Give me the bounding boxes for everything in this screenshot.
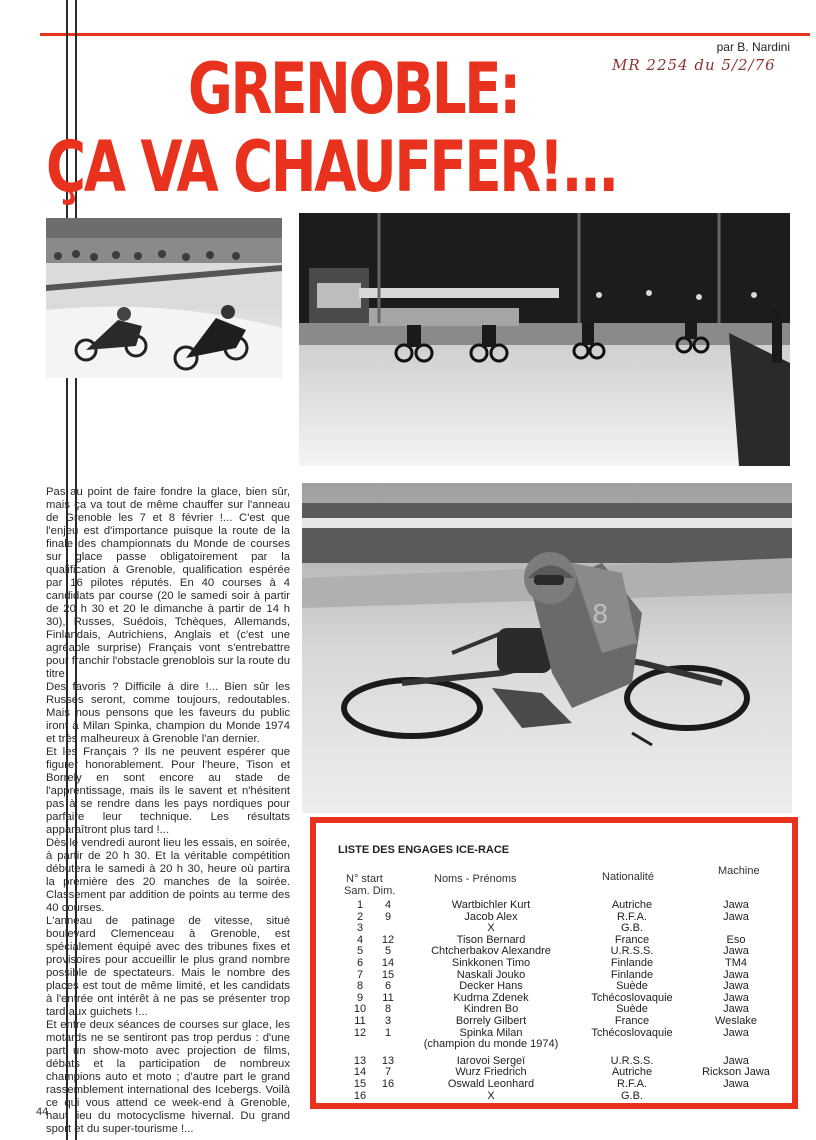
entrant-nationality: R.F.A. [617, 1078, 647, 1090]
start-sam: 4 [356, 933, 364, 946]
start-sam: 15 [353, 1078, 367, 1090]
table-row [316, 900, 792, 911]
entrant-name: Naskali Jouko [456, 968, 526, 981]
table-row [316, 993, 792, 1004]
entrant-nationality: G.B. [620, 922, 643, 935]
start-dim: 9 [384, 910, 392, 923]
table-row [316, 1091, 792, 1102]
entrant-name: Chtcherbakov Alexandre [431, 945, 551, 958]
photo-two-riders [46, 218, 282, 378]
entrant-nationality: France [614, 933, 650, 946]
entrant-name: Iarovoi Sergeï [456, 1054, 526, 1067]
header-names: Noms - Prénoms [434, 873, 517, 885]
header-machine: Machine [718, 865, 760, 877]
entrant-machine: Jawa [723, 899, 749, 911]
start-sam: 10 [353, 1003, 367, 1016]
start-dim: 11 [382, 991, 394, 1004]
headline-line-2: ÇA VA CHAUFFER!... [46, 126, 617, 208]
article-paragraph: L'anneau de patinage de vitesse, situé boulevard Clemenceau à Grenoble, est spécialement équipé avec des tribunes fixes et provisoires pour accueillir le plus grand nombre possible de spectateurs. Mais le nombre des places est tout de même limité, et les candidats à l'entrée ont intérêt à ne pas se présenter trop tard aux guichets !... [46, 915, 290, 1018]
article-paragraph: Des favoris ? Difficile à dire !... Bien sûr les Russes seront, comme toujours, redoutables. Mais nous pensons que les faveurs du public iront à Milan Spinka, champion du Monde 1974 et très malheureux à Grenoble l'an dernier. [46, 681, 290, 745]
entrant-machine: Jawa [723, 1054, 749, 1067]
table-row [316, 923, 792, 934]
start-sam: 9 [356, 991, 364, 1004]
entrant-machine: Jawa [723, 1003, 749, 1016]
header-sam-dim: Sam. Dim. [344, 885, 396, 897]
table-row [316, 946, 792, 957]
entrant-nationality: Finlande [610, 968, 654, 981]
start-sam: 11 [354, 1015, 366, 1027]
table-row [316, 912, 792, 923]
entrant-name: Sinkkonen Timo [451, 957, 531, 969]
start-dim: 7 [384, 1066, 392, 1079]
article-paragraph: Et entre deux séances de courses sur glace, les motards ne se sentiront pas trop perdus : d'une part un show-moto avec projection de films, débats et la participation de nombreux champions auto et moto ; d'autre part le grand rassemblement international des Icebergs. Voilà ce qui vous attend ce week-end à Grenoble, haut lieu du motocyclisme hivernal. Du grand sport et du super-tourisme !... [46, 1019, 290, 1135]
table-row [316, 1004, 792, 1015]
entrant-machine: Rickson Jawa [702, 1066, 770, 1079]
entrant-nationality: G.B. [620, 1089, 643, 1102]
entrant-name: (champion du monde 1974) [423, 1038, 559, 1051]
start-dim: 6 [384, 980, 392, 993]
start-sam: 6 [356, 957, 364, 969]
start-dim: 16 [381, 1078, 395, 1090]
entrant-nationality: Finlande [610, 957, 654, 969]
handwritten-annotation: MR 2254 du 5/2/76 [612, 56, 776, 74]
entrant-name: X [487, 1089, 495, 1102]
start-dim: 3 [384, 1015, 392, 1027]
start-sam: 12 [353, 1026, 367, 1039]
entrant-nationality: France [614, 1015, 650, 1027]
table-row [316, 1028, 792, 1039]
table-row [316, 935, 792, 946]
entrant-machine: Eso [726, 933, 746, 946]
start-dim: 5 [384, 945, 392, 958]
entrant-nationality: Suède [616, 980, 648, 993]
byline: par B. Nardini [716, 40, 790, 54]
entrant-name: Jacob Alex [464, 910, 518, 923]
start-dim: 12 [381, 933, 395, 946]
article-paragraph: Dès le vendredi auront lieu les essais, en soirée, à partir de 20 h 30. Et la véritable compétition débutera le samedi à 20 h 30, heure où partira la première des 20 manches de la soirée. Classement par addition de points au terme des 40 courses. [46, 837, 290, 914]
header-nationality: Nationalité [602, 871, 654, 883]
entrant-machine: Jawa [723, 910, 749, 923]
entrant-name: Oswald Leonhard [447, 1078, 535, 1090]
start-dim: 8 [384, 1003, 392, 1016]
article-paragraph: Et les Français ? Ils ne peuvent espérer que figurer honorablement. Pour l'heure, Tison et Borrely en sont encore au stade de l'apprentissage, mais ils le savent et n'hésitent pas à se rendre dans les pays nordiques pour parfaire leur technique. Les résultats apparaîtront plus tard !... [46, 746, 290, 836]
entrant-nationality: U.R.S.S. [610, 1054, 654, 1067]
table-row [316, 1016, 792, 1027]
table-row [316, 1056, 792, 1067]
headline-line-1: GRENOBLE: [188, 48, 519, 130]
entrant-nationality: R.F.A. [617, 910, 647, 923]
article-body [46, 486, 290, 1136]
photo-rider-closeup [302, 483, 792, 813]
start-sam: 1 [356, 899, 364, 911]
table-row [316, 1067, 792, 1078]
table-row [316, 981, 792, 992]
start-sam: 16 [353, 1089, 367, 1102]
start-dim: 1 [384, 1026, 392, 1039]
entrant-name: Kudrna Zdenek [453, 991, 529, 1004]
start-sam: 7 [356, 968, 364, 981]
start-sam: 3 [356, 922, 364, 935]
page-number: 44 [36, 1106, 49, 1118]
entrant-name: Wartbichler Kurt [451, 899, 531, 911]
start-dim: 4 [384, 899, 392, 911]
entrant-name: Spinka Milan [459, 1026, 523, 1039]
entrant-machine: TM4 [725, 957, 747, 969]
article-paragraph: Pas au point de faire fondre la glace, bien sûr, mais ça va tout de même chauffer sur l'anneau de Grenoble les 7 et 8 février !... C'est que l'enjeu est d'importance puisque la route de la finale des championnats du Monde de courses sur glace passe obligatoirement par la qualification à Grenoble, qualification espérée par 16 pilotes réputés. En 40 courses à 4 candidats par course (20 le samedi soir à partir de 20 h 30 et 20 le dimanche à partir de 14 h 30), Russes, Suédois, Tchèques, Allemands, Finlandais, Autrichiens, Anglais et (c'est une agréable surprise) Français vont s'entrebattre pour franchir l'obstacle grenoblois sur la route du titre. [46, 486, 290, 680]
entrant-nationality: Tchécoslovaquie [591, 1026, 673, 1039]
start-sam: 5 [356, 945, 364, 958]
entrant-machine: Jawa [723, 991, 749, 1004]
entrant-nationality: U.R.S.S. [610, 945, 654, 958]
entrant-name: Wurz Friedrich [455, 1066, 527, 1079]
start-sam: 13 [353, 1054, 367, 1067]
entrant-nationality: Suède [616, 1003, 648, 1016]
svg-text:8: 8 [592, 600, 609, 630]
entry-list-title: LISTE DES ENGAGES ICE-RACE [338, 844, 510, 856]
entrant-machine: Jawa [723, 1026, 749, 1039]
table-row [316, 1039, 792, 1050]
header-rule [40, 33, 810, 36]
table-row [316, 1079, 792, 1090]
entrant-machine: Jawa [723, 945, 749, 958]
start-sam: 2 [356, 910, 364, 923]
start-dim: 15 [381, 968, 395, 981]
entrant-nationality: Tchécoslovaquie [591, 991, 673, 1004]
entrant-nationality: Autriche [611, 899, 653, 911]
start-dim: 14 [381, 957, 395, 969]
header-start: N° start [346, 873, 383, 885]
entrant-machine: Jawa [723, 980, 749, 993]
table-row [316, 970, 792, 981]
entrant-machine: Jawa [723, 1078, 749, 1090]
start-sam: 8 [356, 980, 364, 993]
entrant-machine: Weslake [715, 1015, 757, 1027]
entrant-name: Decker Hans [459, 980, 523, 993]
entry-list-box [310, 817, 798, 1109]
entrant-name: Borrely Gilbert [455, 1015, 527, 1027]
table-row [316, 958, 792, 969]
photo-race-track-night [299, 213, 790, 466]
start-sam: 14 [353, 1066, 367, 1079]
start-dim: 13 [381, 1054, 395, 1067]
entrant-name: Tison Bernard [456, 933, 526, 946]
entrant-nationality: Autriche [611, 1066, 653, 1079]
entrant-name: Kindren Bo [463, 1003, 519, 1016]
entrant-name: X [487, 922, 495, 935]
entrant-machine: Jawa [723, 968, 749, 981]
